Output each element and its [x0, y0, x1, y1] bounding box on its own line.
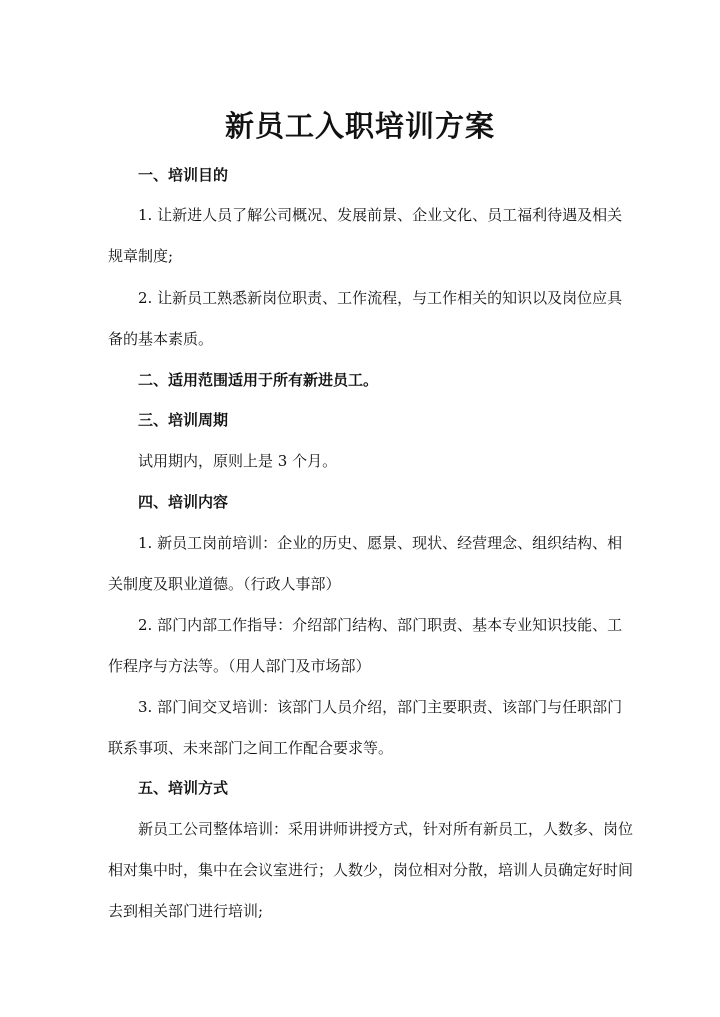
section-heading-scope: 二、适用范围适用于所有新进员工。: [138, 371, 379, 389]
paragraph-line: 1. 让新进人员了解公司概况、发展前景、企业文化、员工福利待遇及相关: [138, 206, 623, 224]
paragraph-line: 2. 部门内部工作指导：介绍部门结构、部门职责、基本专业知识技能、工: [138, 616, 623, 634]
paragraph-line: 2. 让新员工熟悉新岗位职责、工作流程，与工作相关的知识以及岗位应具: [138, 289, 623, 307]
paragraph-line: 1. 新员工岗前培训：企业的历史、愿景、现状、经营理念、组织结构、相: [138, 534, 623, 552]
paragraph-line: 试用期内，原则上是 3 个月。: [138, 452, 338, 470]
paragraph-line: 去到相关部门进行培训;: [108, 902, 264, 920]
paragraph-line: 新员工公司整体培训：采用讲师讲授方式，针对所有新员工，人数多、岗位: [138, 820, 634, 838]
section-heading-period: 三、培训周期: [138, 411, 229, 429]
paragraph-line: 联系事项、未来部门之间工作配合要求等。: [108, 739, 394, 757]
document-title: 新员工入职培训方案: [224, 109, 495, 143]
paragraph-line: 规章制度;: [108, 247, 174, 265]
section-heading-purpose: 一、培训目的: [138, 166, 229, 184]
paragraph-line: 3. 部门间交叉培训：该部门人员介绍，部门主要职责、该部门与任职部门: [138, 698, 623, 716]
paragraph-line: 相对集中时，集中在会议室进行；人数少，岗位相对分散，培训人员确定好时间: [108, 861, 634, 879]
section-heading-content: 四、培训内容: [138, 493, 229, 511]
paragraph-line: 关制度及职业道德。（行政人事部）: [108, 575, 341, 593]
paragraph-line: 作程序与方法等。（用人部门及市场部）: [108, 657, 371, 675]
paragraph-line: 备的基本素质。: [108, 330, 214, 348]
section-heading-method: 五、培训方式: [138, 779, 229, 797]
